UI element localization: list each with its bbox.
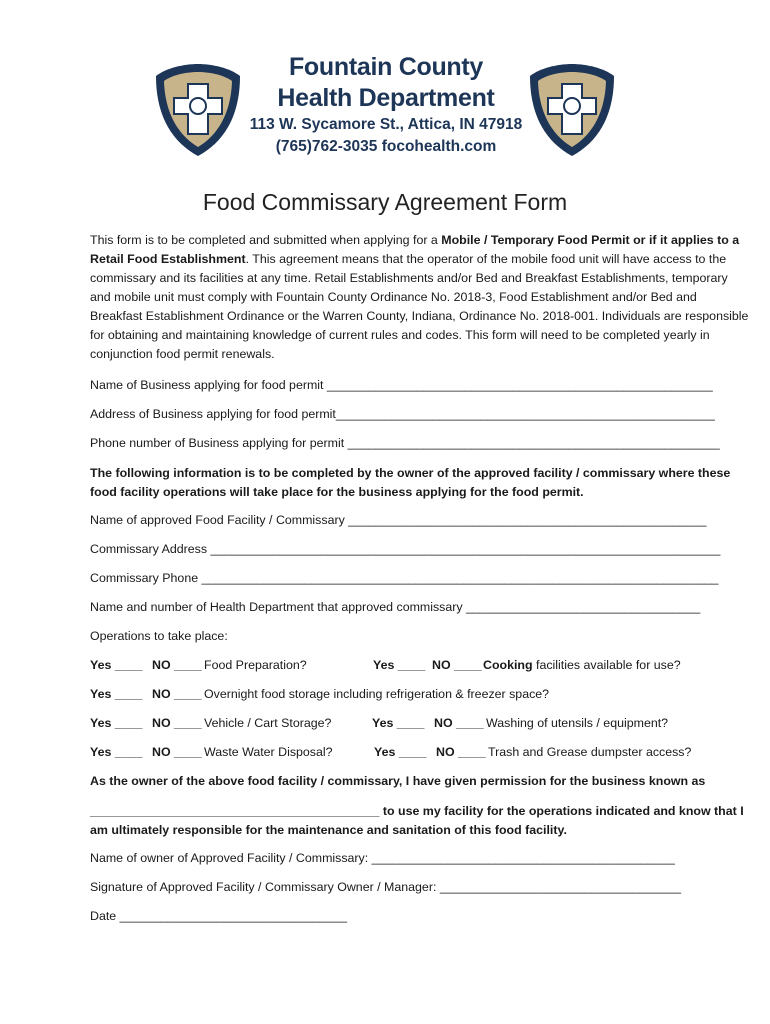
operations-row [90,715,750,744]
intro-text-rest: . This agreement means that the operator of the mobile food unit will have access to the commissary and its facilities at any time. Retail Establishments and/or Bed and Breakfast Establishments, temporary and mobile unit must comply with Fountain County Ordinance No. 2018-3, Food Establishment and/or Bed and Breakfast Establishment Ordinance or the Warren County, Indiana, Ordinance No. 2018-001. Individuals are responsible for obtaining and maintaining knowledge of current rules and codes. This form will need to be completed yearly in conjunction food permit renewals. [90,252,749,361]
operation-label: Overnight food storage including refrigeration & freezer space? [204,687,550,701]
org-contact: (765)762-3035 focohealth.com [275,138,497,155]
yes-blank[interactable]: Yes ____ [374,745,427,759]
owner-instructions: The following information is to be completed by the owner of the approved facility / commissary where these food facility operations will take place for the business applying for the food permit. [90,466,731,499]
no-blank[interactable]: NO ____ [152,658,202,672]
health-department-field[interactable]: Name and number of Health Department that approved commissary __________________________________ [90,600,701,614]
operation-label [483,657,681,674]
operation-label-rest: facilities available for use? [532,658,681,672]
intro-bold-text: Mobile / Temporary Food Permit or if it applies to a Retail Food Establishment [90,233,740,266]
org-name-line2: Health Department [277,84,495,112]
business-name-field[interactable]: Name of Business applying for food permit ________________________________________________________ [90,378,713,392]
no-blank[interactable]: NO ____ [152,745,202,759]
permission-statement: As the owner of the above food facility / commissary, I have given permission for the business known as [90,774,706,788]
owner-name-field[interactable]: Name of owner of Approved Facility / Commissary: ____________________________________________ [90,851,675,865]
operation-label: Waste Water Disposal? [204,745,333,759]
operation-label [488,744,691,761]
permission-text: to use my facility for the operations indicated and know that I am ultimately responsible for the maintenance and sanitation of this food facility. [90,804,744,837]
operations-row [90,744,750,773]
business-known-as-blank[interactable]: __________________________________________ [90,804,380,818]
no-blank[interactable]: NO ____ [432,658,482,672]
org-address: 113 W. Sycamore St., Attica, IN 47918 [249,116,523,133]
commissary-address-field[interactable]: Commissary Address __________________________________________________________________________ [90,542,721,556]
operation-label-bold: Cooking [483,658,533,672]
commissary-name-field[interactable]: Name of approved Food Facility / Commissary ____________________________________________________ [90,513,707,527]
letterhead [0,52,770,172]
yes-blank[interactable]: Yes ____ [372,716,425,730]
yes-blank[interactable]: Yes ____ [90,687,143,701]
business-phone-field[interactable]: Phone number of Business applying for permit ______________________________________________________ [90,436,720,450]
shield-cross-icon [150,60,246,160]
org-name-line1: Fountain County [288,53,484,81]
operation-label: Food Preparation? [204,658,307,672]
operation-label-rest: Washing of utensils / equipment? [486,716,669,730]
date-field[interactable]: Date _________________________________ [90,909,348,923]
intro-paragraph [90,231,750,364]
no-blank[interactable]: NO ____ [434,716,484,730]
signature-field[interactable]: Signature of Approved Facility / Commissary Owner / Manager: ___________________________________ [90,880,682,894]
no-blank[interactable]: NO ____ [152,687,202,701]
operation-label [486,715,668,732]
no-blank[interactable]: NO ____ [436,745,486,759]
yes-blank[interactable]: Yes ____ [90,658,143,672]
yes-blank[interactable]: Yes ____ [90,716,143,730]
business-address-field[interactable]: Address of Business applying for food permit_______________________________________________________ [90,407,715,421]
commissary-phone-field[interactable]: Commissary Phone ___________________________________________________________________________ [90,571,719,585]
org-info [248,52,524,158]
operations-row [90,686,750,715]
operation-label-rest: Trash and Grease dumpster access? [488,745,692,759]
yes-blank[interactable]: Yes ____ [90,745,143,759]
shield-cross-icon [524,60,620,160]
form-body [90,231,750,937]
permission-paragraph [90,802,750,840]
operations-label: Operations to take place: [90,629,228,643]
no-blank[interactable]: NO ____ [152,716,202,730]
intro-text: This form is to be completed and submitted when applying for a [90,233,442,247]
operations-row [90,657,750,686]
form-title: Food Commissary Agreement Form [202,189,568,215]
operation-label: Vehicle / Cart Storage? [204,716,332,730]
yes-blank[interactable]: Yes ____ [373,658,426,672]
